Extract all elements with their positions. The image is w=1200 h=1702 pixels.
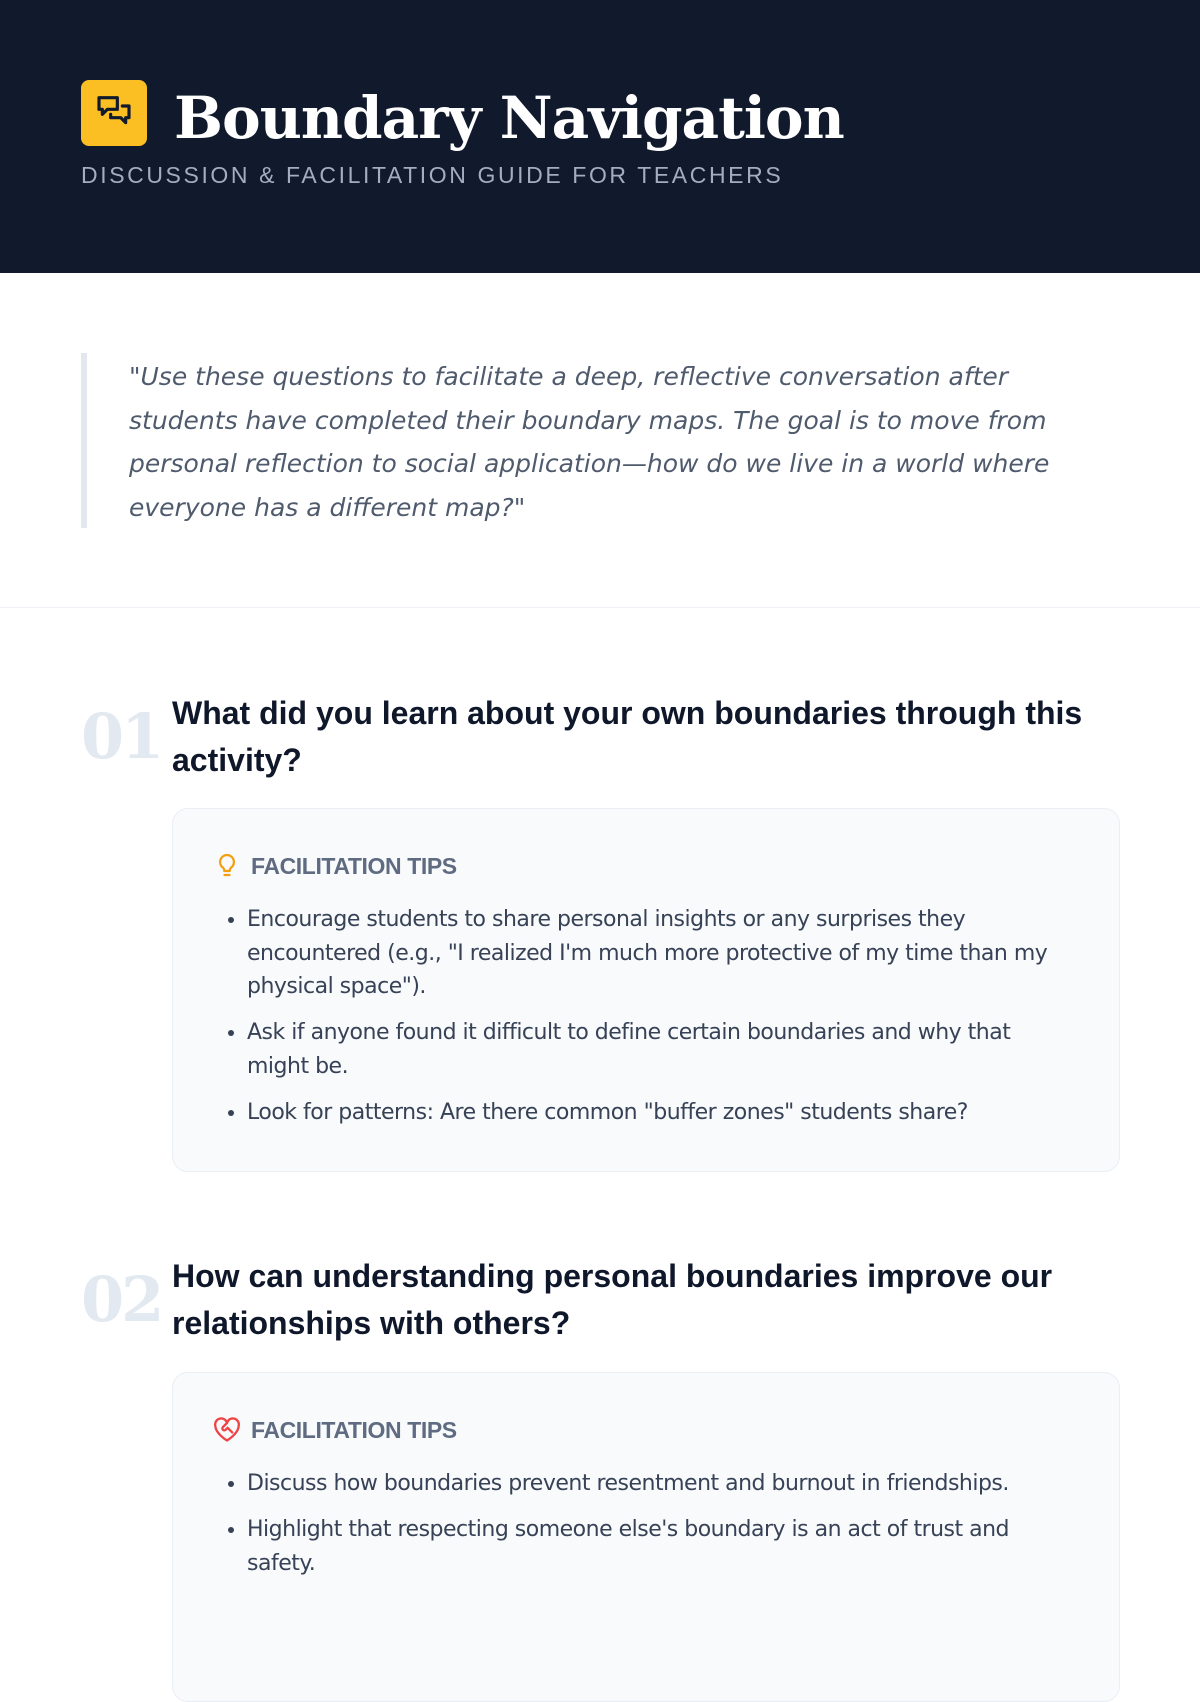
facilitation-tips-card [172,808,1120,1172]
question-number: 01 [81,700,162,773]
tips-label: FACILITATION TIPS [251,1416,457,1443]
tip-item: • Encourage students to share personal insights or any surprises they encountered (e.g., "I realized I'm much more protective of my time than my physical space"). [247,903,1073,1004]
facilitation-tips-card [172,1372,1120,1702]
tip-item: • Discuss how boundaries prevent resentment and burnout in friendships. [247,1467,1073,1501]
page-title: Boundary Navigation [174,84,844,152]
section-divider [0,607,1200,608]
logo [81,80,147,146]
tip-item: • Highlight that respecting someone else's boundary is an act of trust and safety. [247,1513,1073,1580]
page-header [0,0,1200,273]
tip-item: • Look for patterns: Are there common "buffer zones" students share? [247,1096,1073,1130]
lightbulb-icon [213,852,241,880]
tips-header [213,849,457,883]
question-text: How can understanding personal boundaries improve our relationships with others? [172,1258,1053,1341]
tips-header [213,1413,457,1447]
heart-handshake-icon [213,1416,241,1444]
question-number: 02 [81,1263,162,1336]
tips-label: FACILITATION TIPS [251,852,457,879]
tip-item: • Ask if anyone found it difficult to define certain boundaries and why that might be. [247,1016,1073,1083]
chat-bubbles-icon [94,91,134,136]
question-text: What did you learn about your own boundaries through this activity? [172,695,1083,778]
tips-list [213,903,1073,1142]
intro-quote [81,353,1121,528]
page-subtitle: DISCUSSION & FACILITATION GUIDE FOR TEACHERS [81,162,784,188]
tips-list [213,1467,1073,1593]
intro-quote-text: "Use these questions to facilitate a deep, reflective conversation after students have completed their boundary maps. The goal is to move from personal reflection to social application—how do we live in a world where everyone has a different map?" [129,362,1050,522]
